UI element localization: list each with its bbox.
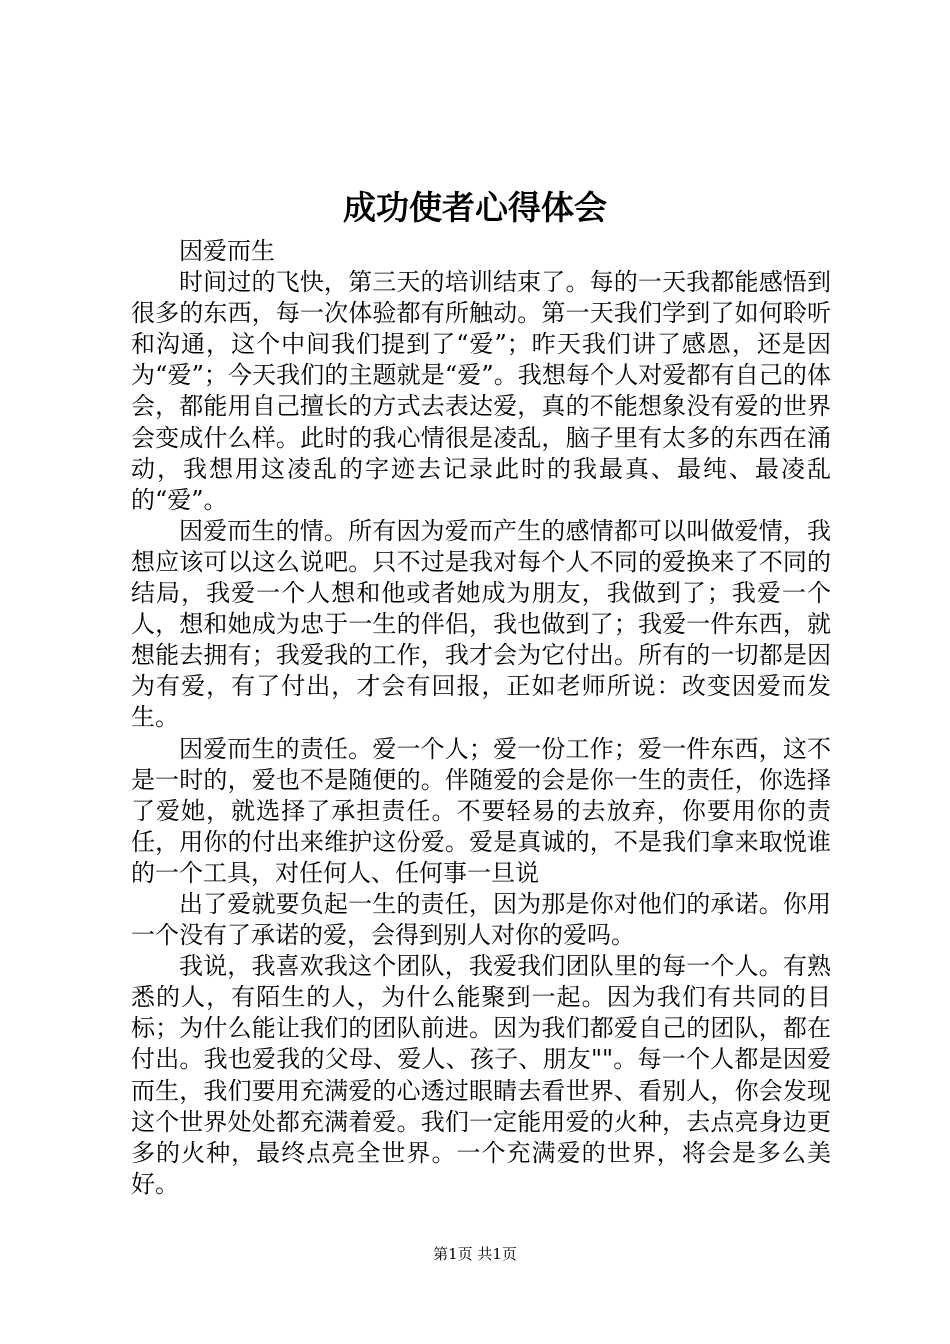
document-body [131, 236, 831, 1200]
page-footer: 第1页 共1页 [433, 1245, 517, 1263]
paragraph-heading: 因爱而生 [179, 237, 275, 265]
paragraph: 时间过的飞快，第三天的培训结束了。每的一天我都能感悟到很多的东西，每一次体验都有所触动。第一天我们学到了如何聆听和沟通，这个中间我们提到了“爱”；昨天我们讲了感恩，还是因为“爱”；今天我们的主题就是“爱”。我想每个人对爱都有自己的体会，都能用自己擅长的方式去表达爱，真的不能想象没有爱的世界会变成什么样。此时的我心情很是凌乱，脑子里有太多的东西在涌动，我想用这凌乱的字迹去记录此时的我最真、最纯、最凌乱的“爱”。 [131, 268, 831, 514]
page-title: 成功使者心得体会 [343, 188, 607, 227]
paragraph: 因爱而生的责任。爱一个人；爱一份工作；爱一件东西，这不是一时的，爱也不是随便的。伴随爱的会是你一生的责任，你选择了爱她，就选择了承担责任。不要轻易的去放弃，你要用你的责任，用你的付出来维护这份爱。爱是真诚的，不是我们拿来取悦谁的一个工具，对任何人、任何事一旦说 [131, 734, 831, 887]
paragraph: 出了爱就要负起一生的责任，因为那是你对他们的承诺。你用一个没有了承诺的爱，会得到别人对你的爱吗。 [131, 889, 831, 950]
paragraph: 我说，我喜欢我这个团队，我爱我们团队里的每一个人。有熟悉的人，有陌生的人，为什么能聚到一起。因为我们有共同的目标；为什么能让我们的团队前进。因为我们都爱自己的团队，都在付出。我也爱我的父母、爱人、孩子、朋友""。每一个人都是因爱而生，我们要用充满爱的心透过眼睛去看世界、看别人，你会发现这个世界处处都充满着爱。我们一定能用爱的火种，去点亮身边更多的火种，最终点亮全世界。一个充满爱的世界，将会是多么美好。 [131, 952, 831, 1198]
paragraph: 因爱而生的情。所有因为爱而产生的感情都可以叫做爱情，我想应该可以这么说吧。只不过是我对每个人不同的爱换来了不同的结局，我爱一个人想和他或者她成为朋友，我做到了；我爱一个人，想和她成为忠于一生的伴侣，我也做到了；我爱一件东西，就想能去拥有；我爱我的工作，我才会为它付出。所有的一切都是因为有爱，有了付出，才会有回报，正如老师所说：改变因爱而发生。 [131, 516, 831, 732]
